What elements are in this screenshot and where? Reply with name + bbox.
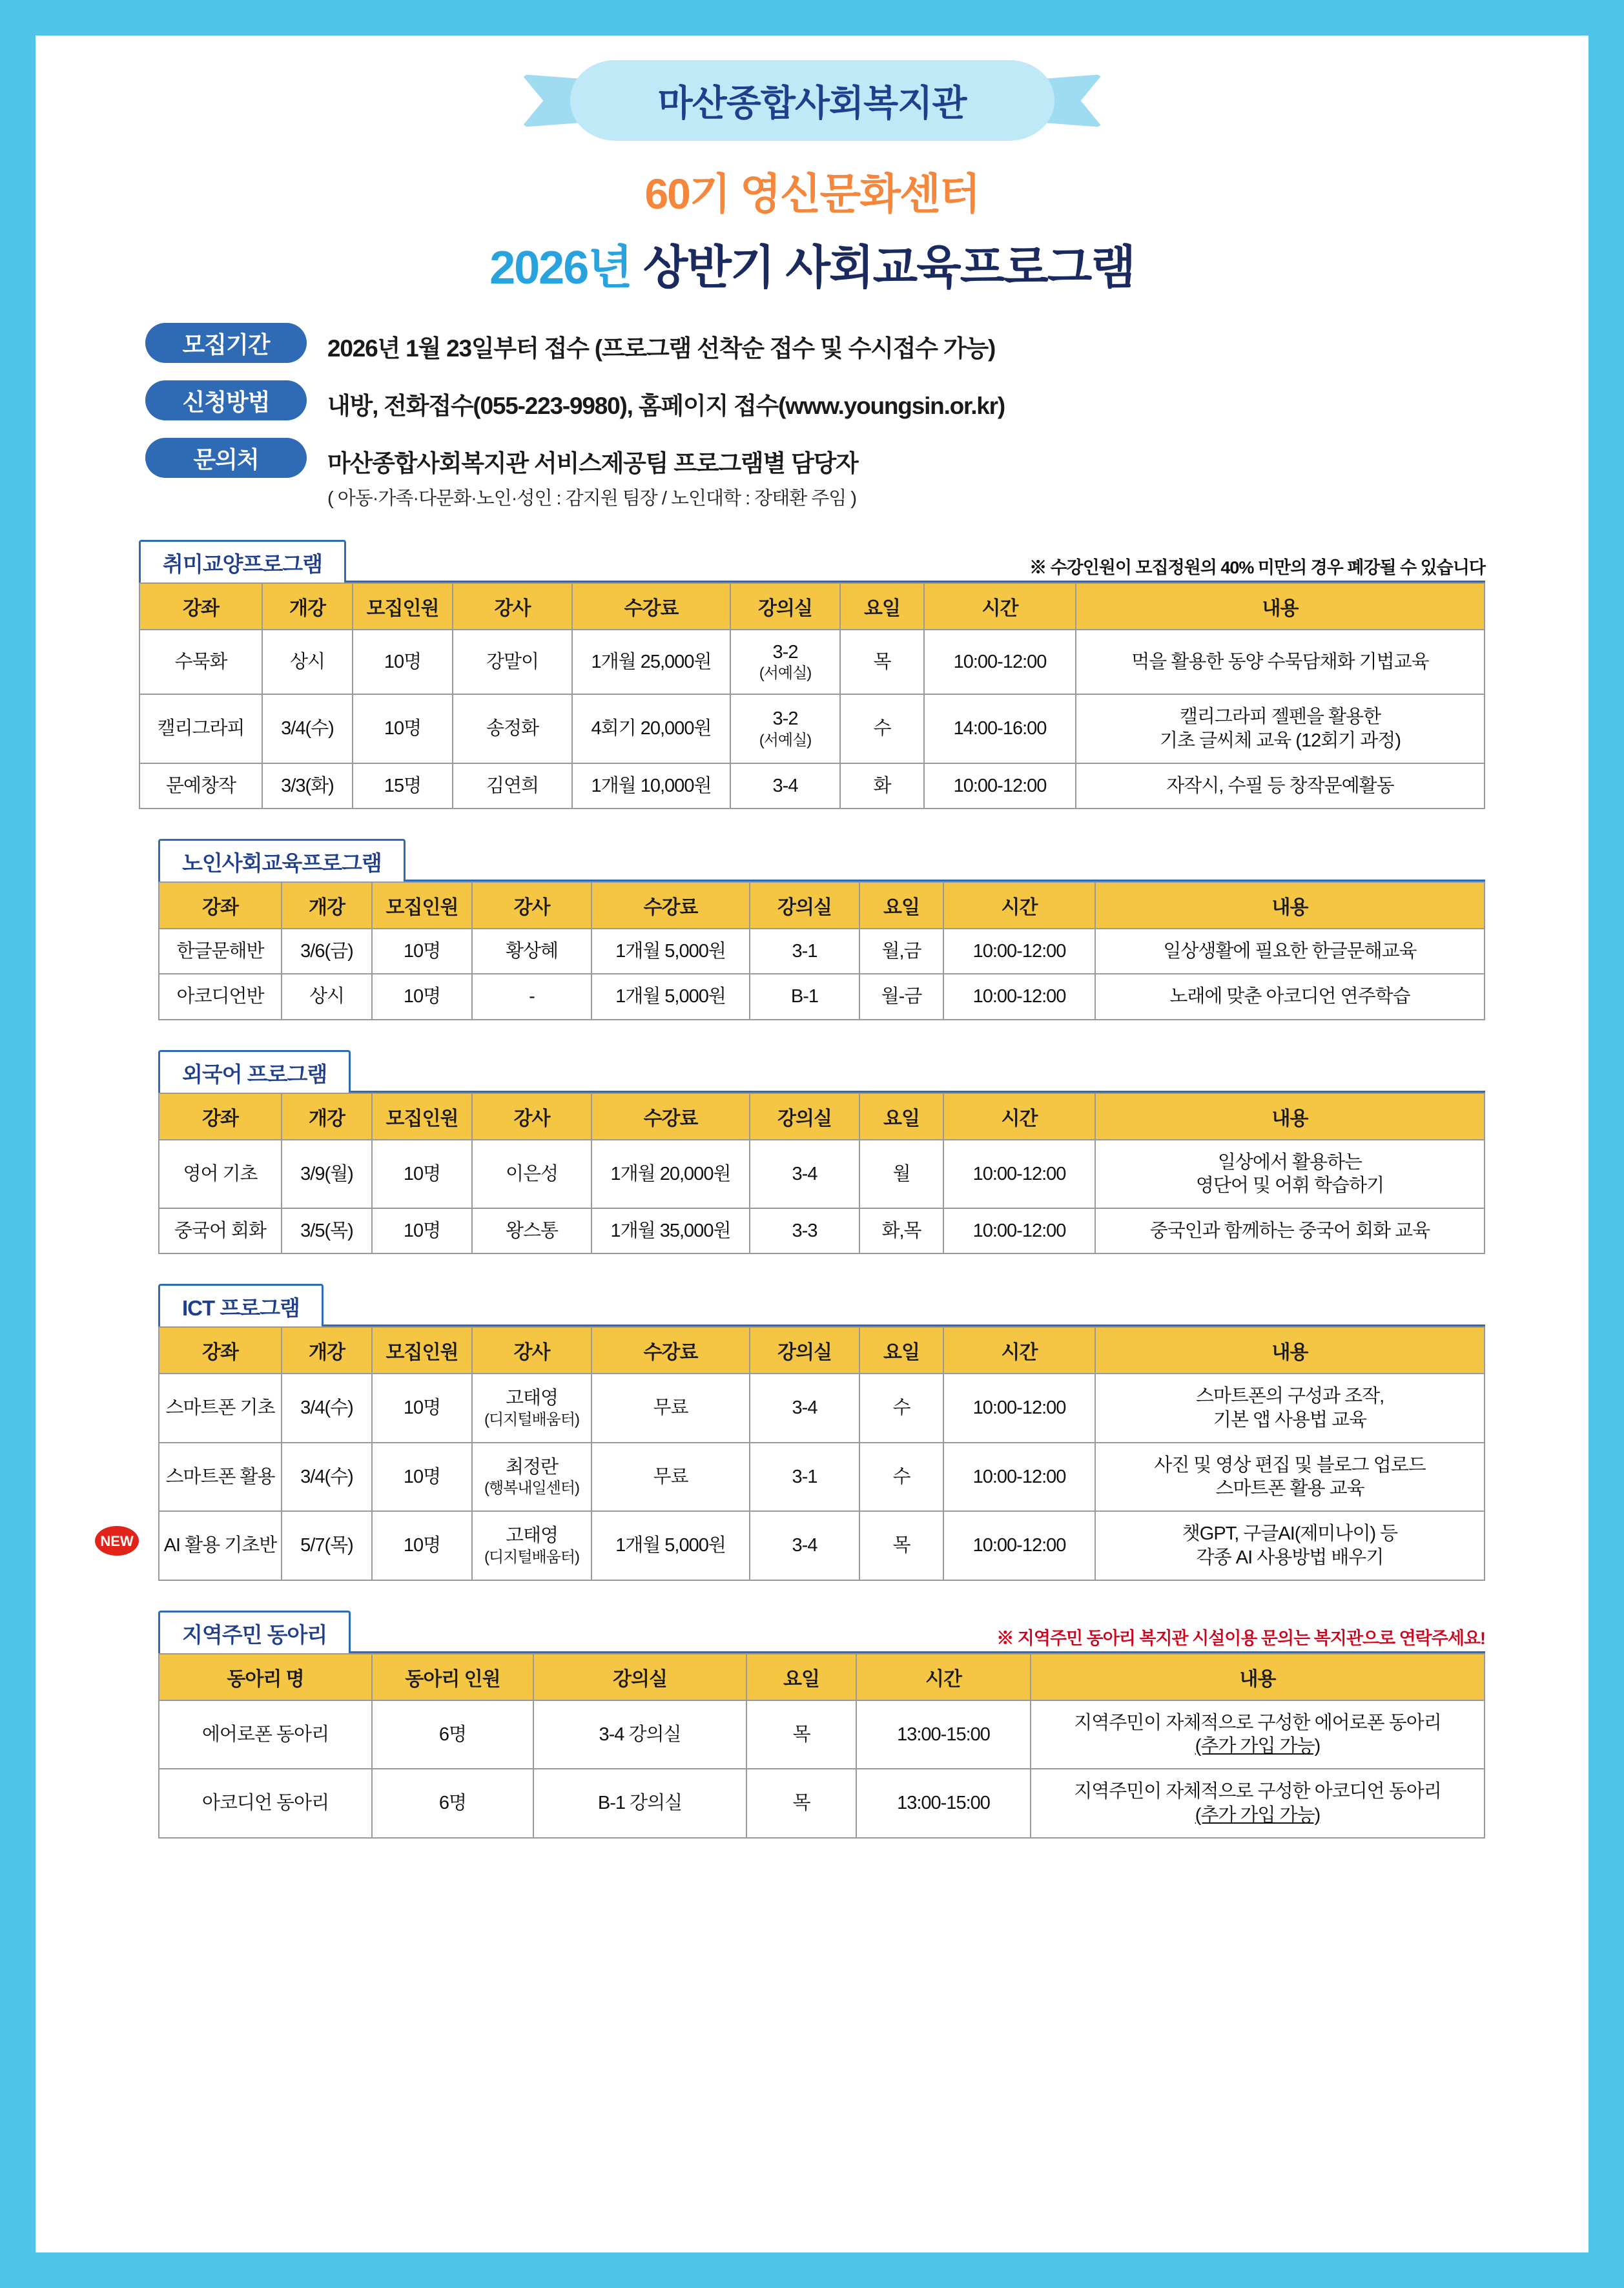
cell-fee: 1개월 5,000원 — [591, 1511, 750, 1580]
col-club-content: 내용 — [1031, 1654, 1485, 1700]
table-row — [139, 694, 1485, 763]
teacher-main: 고태영 — [505, 1388, 559, 1409]
cell-time: 10:00-12:00 — [943, 1140, 1095, 1209]
cell-content — [1076, 694, 1485, 763]
teacher-sub: (디지털배움터) — [484, 1410, 580, 1428]
cell-course: 한글문해반 — [159, 929, 282, 974]
cell-course: 캘리그라피 — [139, 694, 262, 763]
cell-teacher — [472, 1374, 591, 1443]
teacher-main: 고태영 — [505, 1525, 559, 1547]
cell-teacher: 이은성 — [472, 1140, 591, 1209]
cell-club-content — [1031, 1769, 1485, 1838]
col-room: 강의실 — [750, 882, 859, 929]
cell-capacity: 10명 — [372, 1140, 472, 1209]
col-content: 내용 — [1095, 1093, 1485, 1140]
section-title-club: 지역주민 동아리 — [158, 1611, 351, 1653]
section-note-hobby: ※ 수강인원이 모집정원의 40% 미만의 경우 폐강될 수 있습니다 — [1029, 558, 1485, 577]
table-ict — [100, 1326, 1485, 1581]
cell-day: 수 — [859, 1374, 943, 1443]
cell-course — [100, 1511, 282, 1580]
col-content: 내용 — [1095, 882, 1485, 929]
cell-teacher — [472, 1443, 591, 1512]
col-fee: 수강료 — [572, 583, 730, 630]
col-club-day: 요일 — [746, 1654, 856, 1700]
cell-club-room: 3-4 강의실 — [533, 1700, 746, 1769]
cell-club-name: 에어로폰 동아리 — [159, 1700, 372, 1769]
cell-course: 문예창작 — [139, 763, 262, 809]
teacher-main: 최정란 — [505, 1456, 559, 1478]
cell-time: 10:00-12:00 — [924, 763, 1076, 809]
content-line2: 영단어 및 어휘 학습하기 — [1195, 1175, 1384, 1196]
section-language — [36, 1050, 1588, 1255]
col-day: 요일 — [840, 583, 924, 630]
cell-club-members: 6명 — [372, 1769, 533, 1838]
cell-room: 3-4 — [730, 763, 840, 809]
cell-room — [730, 630, 840, 694]
poster-page — [36, 36, 1588, 2252]
content-line2: 스마트폰 활용 교육 — [1215, 1478, 1364, 1499]
col-start: 개강 — [262, 583, 353, 630]
info-row-contact — [145, 438, 1588, 510]
cell-teacher: 김연희 — [453, 763, 572, 809]
new-badge: NEW — [95, 1526, 139, 1556]
cell-time: 10:00-12:00 — [924, 630, 1076, 694]
cell-room — [730, 694, 840, 763]
cell-day: 목 — [840, 630, 924, 694]
table-row — [139, 763, 1485, 809]
col-course: 강좌 — [159, 1327, 282, 1374]
section-hobby — [36, 540, 1588, 809]
cell-time: 10:00-12:00 — [943, 1208, 1095, 1253]
cell-start: 상시 — [282, 974, 372, 1019]
col-content: 내용 — [1095, 1327, 1485, 1374]
col-club-room: 강의실 — [533, 1654, 746, 1700]
course-name: AI 활용 기초반 — [163, 1535, 277, 1556]
info-value-apply: 내방, 전화접수(055-223-9980), 홈페이지 접수(www.youngsin.or.kr) — [327, 393, 1005, 419]
cell-content: 일상생활에 필요한 한글문해교육 — [1095, 929, 1485, 974]
cell-day: 월-금 — [859, 974, 943, 1019]
col-start: 개강 — [282, 882, 372, 929]
cell-club-room: B-1 강의실 — [533, 1769, 746, 1838]
cell-room: 3-4 — [750, 1140, 859, 1209]
info-value-period: 2026년 1월 23일부터 접수 (프로그램 선착순 접수 및 수시접수 가능) — [327, 335, 996, 362]
content-line1: 스마트폰의 구성과 조작, — [1195, 1386, 1384, 1407]
cell-teacher: 왕스통 — [472, 1208, 591, 1253]
col-teacher: 강사 — [472, 882, 591, 929]
contact-sub: ( 아동·가족·다문화·노인·성인 : 감지원 팀장 / 노인대학 : 장태환 주임 ) — [327, 488, 857, 509]
cell-club-time: 13:00-15:00 — [856, 1700, 1031, 1769]
col-course: 강좌 — [139, 583, 262, 630]
content-line2: 각종 AI 사용방법 배우기 — [1196, 1547, 1384, 1568]
cell-start: 상시 — [262, 630, 353, 694]
cell-teacher: 강말이 — [453, 630, 572, 694]
cell-time: 10:00-12:00 — [943, 929, 1095, 974]
teacher-sub: (디지털배움터) — [484, 1548, 580, 1566]
content-line2: (추가 가입 가능) — [1195, 1736, 1321, 1757]
cell-club-time: 13:00-15:00 — [856, 1769, 1031, 1838]
col-fee: 수강료 — [591, 882, 750, 929]
col-day: 요일 — [859, 882, 943, 929]
col-room: 강의실 — [730, 583, 840, 630]
col-time: 시간 — [943, 882, 1095, 929]
content-line1: 일상에서 활용하는 — [1217, 1151, 1362, 1173]
cell-capacity: 10명 — [372, 974, 472, 1019]
cell-course: 스마트폰 활용 — [159, 1443, 282, 1512]
cell-capacity: 10명 — [353, 694, 453, 763]
info-row-apply — [145, 380, 1588, 421]
content-line1: 챗GPT, 구글AI(제미나이) 등 — [1182, 1523, 1398, 1545]
section-title-language: 외국어 프로그램 — [158, 1050, 351, 1093]
col-day: 요일 — [859, 1093, 943, 1140]
cell-time: 10:00-12:00 — [943, 1374, 1095, 1443]
cell-teacher — [472, 1511, 591, 1580]
info-label-apply: 신청방법 — [145, 380, 307, 420]
section-head-hobby — [139, 540, 1485, 582]
cell-teacher: - — [472, 974, 591, 1019]
table-row — [159, 1208, 1485, 1253]
cell-content — [1095, 1140, 1485, 1209]
section-club — [36, 1611, 1588, 1839]
cell-course: 수묵화 — [139, 630, 262, 694]
section-senior — [36, 839, 1588, 1020]
col-fee: 수강료 — [591, 1327, 750, 1374]
cell-capacity: 10명 — [353, 630, 453, 694]
table-club — [158, 1653, 1485, 1839]
header-ribbon-area — [36, 36, 1588, 171]
cell-capacity: 10명 — [372, 1374, 472, 1443]
table-row — [159, 1769, 1485, 1838]
table-row — [159, 1140, 1485, 1209]
table-row — [159, 1443, 1485, 1512]
section-note-club: ※ 지역주민 동아리 복지관 시설이용 문의는 복지관으로 연락주세요! — [996, 1628, 1485, 1648]
cell-start: 3/6(금) — [282, 929, 372, 974]
col-start: 개강 — [282, 1327, 372, 1374]
cell-content — [1095, 1374, 1485, 1443]
room-sub: (서예실) — [759, 665, 812, 683]
cell-course: 아코디언반 — [159, 974, 282, 1019]
col-capacity: 모집인원 — [372, 1327, 472, 1374]
title-year: 2026년 — [489, 242, 632, 294]
cell-room: 3-3 — [750, 1208, 859, 1253]
cell-capacity: 10명 — [372, 1443, 472, 1512]
cell-club-day: 목 — [746, 1769, 856, 1838]
col-club-name: 동아리 명 — [159, 1654, 372, 1700]
info-block — [36, 323, 1588, 510]
cell-capacity: 15명 — [353, 763, 453, 809]
col-room: 강의실 — [750, 1093, 859, 1140]
cell-club-content — [1031, 1700, 1485, 1769]
table-hobby — [139, 582, 1485, 809]
col-fee: 수강료 — [591, 1093, 750, 1140]
cell-content: 중국인과 함께하는 중국어 회화 교육 — [1095, 1208, 1485, 1253]
cell-capacity: 10명 — [372, 929, 472, 974]
cell-course: 영어 기초 — [159, 1140, 282, 1209]
cell-teacher: 송정화 — [453, 694, 572, 763]
cell-day: 수 — [859, 1443, 943, 1512]
cell-room: B-1 — [750, 974, 859, 1019]
table-header-row — [159, 1093, 1485, 1140]
cell-course: 스마트폰 기초 — [159, 1374, 282, 1443]
cell-fee: 무료 — [591, 1443, 750, 1512]
col-teacher: 강사 — [453, 583, 572, 630]
cell-day: 목 — [859, 1511, 943, 1580]
cell-start: 3/4(수) — [262, 694, 353, 763]
cell-start: 5/7(목) — [282, 1511, 372, 1580]
cell-room: 3-4 — [750, 1511, 859, 1580]
cell-capacity: 10명 — [372, 1208, 472, 1253]
cell-fee: 1개월 5,000원 — [591, 929, 750, 974]
section-title-senior: 노인사회교육프로그램 — [158, 839, 406, 881]
page-title — [36, 230, 1588, 297]
info-row-period — [145, 323, 1588, 364]
cell-time: 10:00-12:00 — [943, 974, 1095, 1019]
cell-content: 자작시, 수필 등 창작문예활동 — [1076, 763, 1485, 809]
ribbon-banner — [522, 60, 1103, 141]
table-row — [159, 1511, 1485, 1580]
content-line1: 캘리그라피 젤펜을 활용한 — [1179, 706, 1381, 728]
col-time: 시간 — [943, 1093, 1095, 1140]
col-club-time: 시간 — [856, 1654, 1031, 1700]
table-row — [139, 630, 1485, 694]
cell-start: 3/9(월) — [282, 1140, 372, 1209]
col-start: 개강 — [282, 1093, 372, 1140]
cell-club-members: 6명 — [372, 1700, 533, 1769]
content-line1: 지역주민이 자체적으로 구성한 아코디언 동아리 — [1074, 1781, 1441, 1802]
table-header-row — [139, 583, 1485, 630]
table-row — [159, 974, 1485, 1019]
content-line2: 기초 글씨체 교육 (12회기 과정) — [1160, 730, 1401, 751]
section-head-senior — [158, 839, 1485, 881]
center-title: 60기 영신문화센터 — [644, 170, 980, 218]
cell-fee: 1개월 25,000원 — [572, 630, 730, 694]
cell-capacity: 10명 — [372, 1511, 472, 1580]
cell-time: 10:00-12:00 — [943, 1511, 1095, 1580]
table-header-row — [159, 1327, 1485, 1374]
info-value-contact — [327, 438, 858, 510]
cell-teacher: 황상혜 — [472, 929, 591, 974]
table-language — [158, 1093, 1485, 1255]
section-head-ict — [158, 1284, 1485, 1326]
cell-content — [1095, 1511, 1485, 1580]
cell-day: 화,목 — [859, 1208, 943, 1253]
table-row — [159, 929, 1485, 974]
contact-main: 마산종합사회복지관 서비스제공팀 프로그램별 담당자 — [327, 450, 858, 477]
col-teacher: 강사 — [472, 1093, 591, 1140]
table-senior — [158, 881, 1485, 1020]
table-header-row — [159, 1654, 1485, 1700]
cell-time: 10:00-12:00 — [943, 1443, 1095, 1512]
cell-fee: 1개월 20,000원 — [591, 1140, 750, 1209]
col-time: 시간 — [924, 583, 1076, 630]
cell-fee: 1개월 10,000원 — [572, 763, 730, 809]
section-title-hobby: 취미교양프로그램 — [139, 540, 346, 582]
cell-fee: 1개월 5,000원 — [591, 974, 750, 1019]
organization-name: 마산종합사회복지관 — [657, 82, 967, 123]
col-capacity: 모집인원 — [372, 1093, 472, 1140]
cell-fee: 무료 — [591, 1374, 750, 1443]
col-club-members: 동아리 인원 — [372, 1654, 533, 1700]
col-course: 강좌 — [159, 1093, 282, 1140]
col-day: 요일 — [859, 1327, 943, 1374]
room-sub: (서예실) — [759, 731, 812, 749]
cell-room: 3-1 — [750, 929, 859, 974]
cell-room: 3-4 — [750, 1374, 859, 1443]
cell-start: 3/4(수) — [282, 1443, 372, 1512]
cell-content: 노래에 맞춘 아코디언 연주학습 — [1095, 974, 1485, 1019]
content-line1: 지역주민이 자체적으로 구성한 에어로폰 동아리 — [1074, 1712, 1441, 1733]
content-line1: 사진 및 영상 편집 및 블로그 업로드 — [1154, 1454, 1426, 1476]
table-header-row — [159, 882, 1485, 929]
room-main: 3-2 — [772, 708, 798, 730]
section-ict — [36, 1284, 1588, 1581]
cell-room: 3-1 — [750, 1443, 859, 1512]
cell-start: 3/5(목) — [282, 1208, 372, 1253]
col-capacity: 모집인원 — [372, 882, 472, 929]
section-head-club — [158, 1611, 1485, 1653]
section-head-language — [158, 1050, 1485, 1093]
cell-start: 3/4(수) — [282, 1374, 372, 1443]
table-row — [159, 1700, 1485, 1769]
col-content: 내용 — [1076, 583, 1485, 630]
col-course: 강좌 — [159, 882, 282, 929]
cell-day: 월,금 — [859, 929, 943, 974]
cell-start: 3/3(화) — [262, 763, 353, 809]
teacher-sub: (행복내일센터) — [484, 1479, 580, 1498]
cell-day: 수 — [840, 694, 924, 763]
cell-day: 화 — [840, 763, 924, 809]
table-row — [159, 1374, 1485, 1443]
cell-course: 중국어 회화 — [159, 1208, 282, 1253]
section-title-ict: ICT 프로그램 — [158, 1284, 324, 1326]
col-teacher: 강사 — [472, 1327, 591, 1374]
col-room: 강의실 — [750, 1327, 859, 1374]
cell-day: 월 — [859, 1140, 943, 1209]
cell-fee: 4회기 20,000원 — [572, 694, 730, 763]
room-main: 3-2 — [772, 642, 798, 663]
cell-club-name: 아코디언 동아리 — [159, 1769, 372, 1838]
cell-club-day: 목 — [746, 1700, 856, 1769]
content-line2: 기본 앱 사용법 교육 — [1213, 1409, 1367, 1430]
title-rest: 상반기 사회교육프로그램 — [631, 242, 1135, 294]
content-line2: (추가 가입 가능) — [1195, 1804, 1321, 1826]
cell-content — [1095, 1443, 1485, 1512]
col-capacity: 모집인원 — [353, 583, 453, 630]
cell-time: 14:00-16:00 — [924, 694, 1076, 763]
col-time: 시간 — [943, 1327, 1095, 1374]
info-label-period: 모집기간 — [145, 323, 307, 363]
cell-fee: 1개월 35,000원 — [591, 1208, 750, 1253]
info-label-contact: 문의처 — [145, 438, 307, 478]
cell-content: 먹을 활용한 동양 수묵담채화 기법교육 — [1076, 630, 1485, 694]
